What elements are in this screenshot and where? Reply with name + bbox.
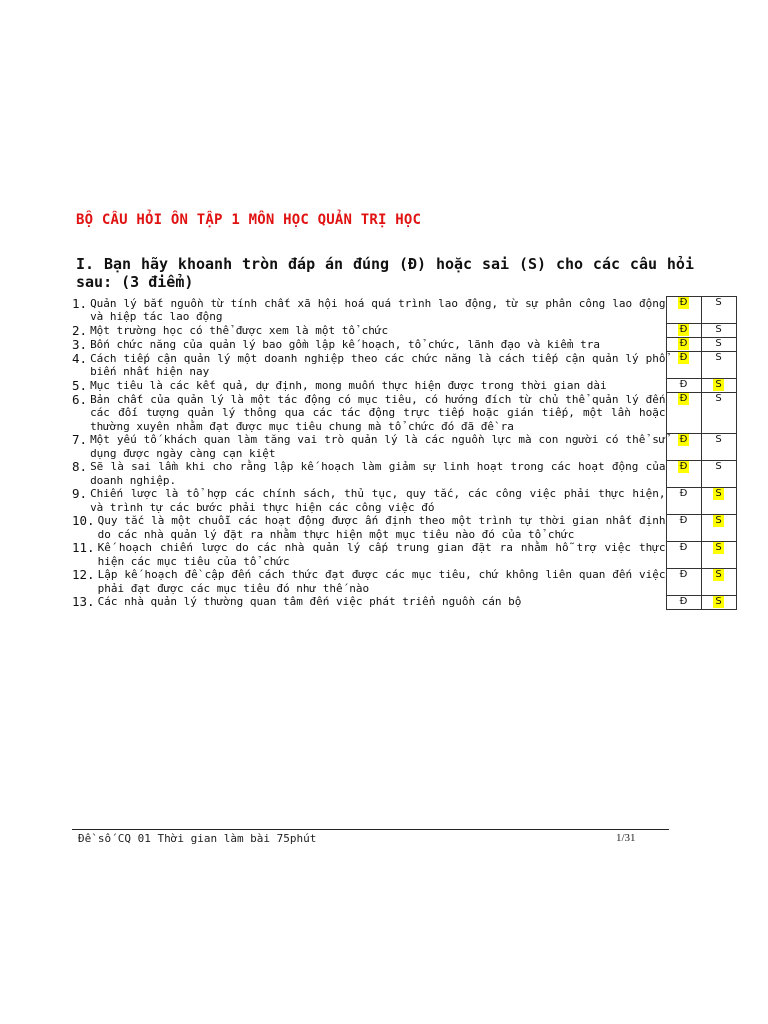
answer-true-option[interactable]: Đ [679, 487, 688, 499]
answer-true-option[interactable]: Đ [679, 433, 688, 445]
question-row [72, 352, 736, 379]
footer-divider [72, 829, 669, 830]
question-cell [72, 297, 666, 324]
question-row [72, 595, 736, 609]
answer-true-option-cell [666, 514, 701, 541]
question-row [72, 568, 736, 595]
answer-false-option[interactable]: S [715, 541, 722, 553]
question-cell [72, 352, 666, 379]
answer-false-option-cell [701, 433, 736, 460]
answer-false-option[interactable]: S [715, 460, 722, 472]
question-number: 3. [72, 336, 88, 352]
question-number: 8. [72, 459, 88, 474]
question-cell [72, 487, 666, 514]
question-row [72, 338, 736, 352]
answer-false-option[interactable]: S [715, 297, 722, 308]
answer-true-option[interactable]: Đ [679, 514, 688, 526]
question-cell [72, 379, 666, 393]
answer-false-option-cell [701, 379, 736, 393]
answer-false-option[interactable]: S [715, 338, 722, 349]
answer-false-option-cell [701, 541, 736, 568]
question-number: 13. [72, 594, 95, 609]
answer-false-option[interactable]: S [715, 379, 722, 390]
answer-false-option-cell [701, 324, 736, 338]
answer-true-option-cell [666, 379, 701, 393]
answer-true-option-cell [666, 541, 701, 568]
answer-true-option-cell [666, 352, 701, 379]
answer-false-option[interactable]: S [715, 568, 722, 580]
question-cell [72, 324, 666, 338]
answer-true-option[interactable]: Đ [679, 379, 688, 390]
answer-false-option[interactable]: S [715, 324, 722, 335]
question-number: 5. [72, 377, 88, 393]
answer-false-option-cell [701, 393, 736, 434]
question-table-body [72, 297, 736, 610]
answer-true-option-cell [666, 487, 701, 514]
question-row [72, 379, 736, 393]
question-number: 6. [72, 391, 88, 407]
answer-true-option[interactable]: Đ [679, 568, 688, 580]
question-row [72, 541, 736, 568]
section-heading: I. Bạn hãy khoanh tròn đáp án đúng (Đ) hoặc sai (S) cho các câu hỏi sau: (3 điểm) [76, 255, 694, 291]
question-text: Kế hoạch chiến lược do các nhà quản lý cấp trung gian đặt ra nhằm hỗ trợ việc thực hiện các mục tiêu của tổ chức [97, 541, 666, 568]
question-text: Mục tiêu là các kết quả, dự định, mong muốn thực hiện được trong thời gian dài [90, 378, 607, 392]
question-row [72, 487, 736, 514]
question-cell [72, 541, 666, 568]
question-table [72, 296, 737, 610]
question-text: Một trường học có thể được xem là một tổ chức [90, 323, 389, 337]
answer-false-option-cell [701, 514, 736, 541]
answer-true-option[interactable]: Đ [679, 541, 688, 553]
answer-false-option-cell [701, 568, 736, 595]
answer-false-option[interactable]: S [715, 393, 722, 404]
answer-true-option[interactable]: Đ [679, 324, 688, 335]
answer-false-option-cell [701, 460, 736, 487]
answer-true-option-cell [666, 338, 701, 352]
question-text: Bốn chức năng của quản lý bao gồm lập kế hoạch, tổ chức, lãnh đạo và kiểm tra [90, 337, 600, 351]
question-text: Một yếu tố khách quan làm tăng vai trò quản lý là các nguồn lực mà con người có thể sử dụng được ngày càng cạn kiệt [90, 433, 666, 460]
answer-true-option-cell [666, 393, 701, 434]
answer-false-option-cell [701, 297, 736, 324]
question-cell [72, 595, 666, 609]
answer-false-option[interactable]: S [715, 352, 722, 363]
footer-exam-info: Đề số CQ 01 Thời gian làm bài 75phút [78, 832, 317, 845]
answer-false-option[interactable]: S [715, 514, 722, 526]
answer-false-option[interactable]: S [715, 595, 722, 607]
answer-true-option[interactable]: Đ [679, 393, 688, 404]
page-number: 1/31 [616, 832, 636, 844]
answer-false-option[interactable]: S [715, 487, 722, 499]
answer-true-option[interactable]: Đ [679, 595, 688, 607]
question-cell [72, 568, 666, 595]
question-text: Các nhà quản lý thường quan tâm đến việc phát triển nguồn cán bộ [97, 595, 522, 608]
answer-true-option-cell [666, 595, 701, 609]
question-row [72, 324, 736, 338]
question-text: Quản lý bắt nguồn từ tính chất xã hội hoá quá trình lao động, từ sự phân công lao động và hiệp tác lao động [90, 296, 666, 323]
question-text: Quy tắc là một chuỗi các hoạt động được ấn định theo một trình tự thời gian nhất định do các nhà quản lý đặt ra nhằm thực hiện một mục tiêu nào đó của tổ chức [97, 514, 666, 541]
question-number: 4. [72, 350, 88, 366]
question-cell [72, 514, 666, 541]
question-text: Chiến lược là tổ hợp các chính sách, thủ tục, quy tắc, các công việc phải thực hiện, và trình tự các bước phải thực hiện các công việc đó [90, 487, 666, 514]
answer-false-option-cell [701, 352, 736, 379]
document-title: BỘ CÂU HỎI ÔN TẬP 1 MÔN HỌC QUẢN TRỊ HỌC [76, 212, 422, 228]
question-row [72, 297, 736, 324]
question-text: Cách tiếp cận quản lý một doanh nghiệp theo các chức năng là cách tiếp cận quản lý phổ biến nhất hiện nay [90, 351, 666, 378]
question-cell [72, 393, 666, 434]
answer-true-option-cell [666, 297, 701, 324]
answer-true-option[interactable]: Đ [679, 297, 688, 308]
question-row [72, 393, 736, 434]
question-number: 10. [72, 513, 95, 528]
question-number: 7. [72, 432, 88, 447]
question-cell [72, 433, 666, 460]
answer-true-option[interactable]: Đ [679, 338, 688, 349]
answer-true-option-cell [666, 324, 701, 338]
answer-true-option-cell [666, 460, 701, 487]
answer-false-option-cell [701, 338, 736, 352]
answer-false-option-cell [701, 487, 736, 514]
question-cell [72, 460, 666, 487]
question-text: Lập kế hoạch đề cập đến cách thức đạt được các mục tiêu, chứ không liên quan đến việc phải đạt được các mục tiêu đó như thế nào [97, 568, 666, 595]
answer-false-option[interactable]: S [715, 433, 722, 445]
question-number: 11. [72, 540, 95, 555]
answer-true-option-cell [666, 433, 701, 460]
answer-true-option[interactable]: Đ [679, 352, 688, 363]
answer-false-option-cell [701, 595, 736, 609]
question-text: Sẽ là sai lầm khi cho rằng lập kế hoạch làm giảm sự linh hoạt trong các hoạt động của doanh nghiệp. [90, 460, 666, 487]
question-number: 9. [72, 486, 88, 501]
question-number: 2. [72, 322, 88, 338]
answer-true-option-cell [666, 568, 701, 595]
question-number: 1. [72, 295, 88, 311]
question-row [72, 514, 736, 541]
question-cell [72, 338, 666, 352]
answer-true-option[interactable]: Đ [679, 460, 688, 472]
question-text: Bản chất của quản lý là một tác động có mục tiêu, có hướng đích từ chủ thể quản lý đến các đối tượng quản lý thông qua các tác động trực tiếp hoặc gián tiếp, một lần hoặc thường xuyên nhằm đạt được mục tiêu chung mà tổ chức đó đã đề ra [90, 392, 666, 433]
question-number: 12. [72, 567, 95, 582]
question-row [72, 433, 736, 460]
question-row [72, 460, 736, 487]
